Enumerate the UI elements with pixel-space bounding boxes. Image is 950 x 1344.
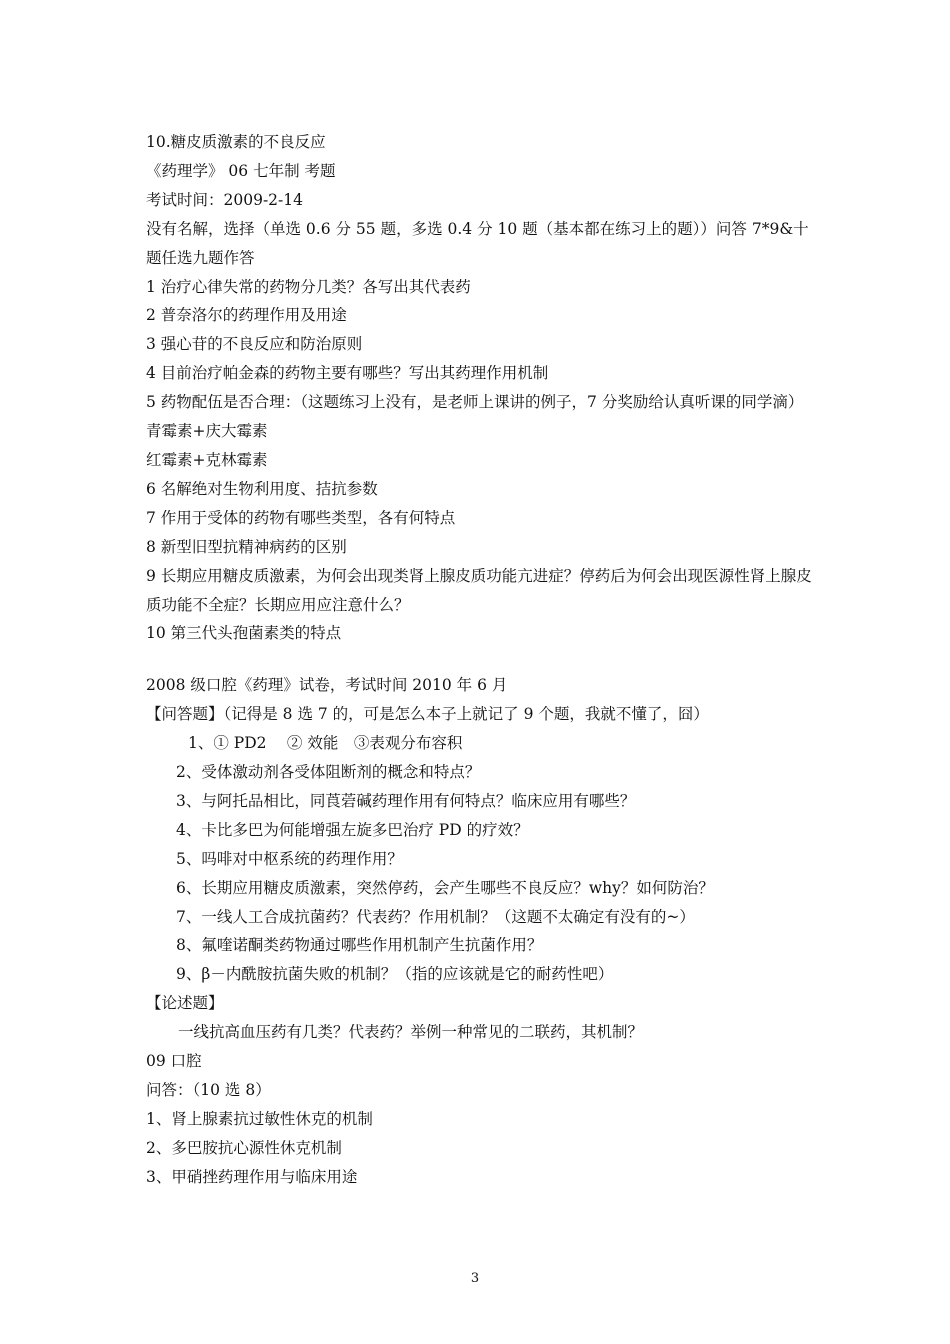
question-item: 3、与阿托品相比，同莨菪碱药理作用有何特点？临床应用有哪些？ (176, 791, 636, 810)
exam-time: 考试时间：2009-2-14 (146, 190, 304, 209)
essay-question: 一线抗高血压药有几类？代表药？举例一种常见的二联药，其机制？ (178, 1023, 644, 1042)
question-item: 5、吗啡对中枢系统的药理作用？ (176, 849, 403, 868)
question-item: 1、肾上腺素抗过敏性休克的机制 (146, 1109, 373, 1128)
section-title: 2008 级口腔《药理》试卷，考试时间 2010 年 6 月 (146, 676, 508, 695)
format-note: 没有名解，选择（单选 0.6 分 55 题，多选 0.4 分 10 题（基本都在练习上的题））问答 7*9&十题任选九题作答 (146, 219, 809, 267)
question-item: 2、受体激动剂各受体阻断剂的概念和特点？ (176, 763, 481, 782)
page-content (146, 128, 818, 1192)
question-item: 6 名解绝对生物利用度、拮抗参数 (146, 479, 378, 498)
question-item: 9 长期应用糖皮质激素，为何会出现类肾上腺皮质功能亢进症？停药后为何会出现医源性肾上腺皮质功能不全症？长期应用应注意什么？ (146, 566, 812, 614)
qa-header: 问答：（10 选 8） (146, 1081, 271, 1099)
section-title: 09 口腔 (146, 1052, 202, 1071)
question-item: 7 作用于受体的药物有哪些类型，各有何特点 (146, 508, 456, 527)
question-item: 4、卡比多巴为何能增强左旋多巴治疗 PD 的疗效？ (176, 820, 529, 839)
essay-header: 【论述题】 (146, 994, 224, 1013)
question-item: 2、多巴胺抗心源性休克机制 (146, 1138, 342, 1157)
question-item: 3 强心苷的不良反应和防治原则 (146, 335, 363, 354)
sub-item: 红霉素+克林霉素 (146, 450, 268, 469)
sub-item: 青霉素+庆大霉素 (146, 422, 268, 441)
question-item: 5 药物配伍是否合理：（这题练习上没有，是老师上课讲的例子，7 分奖励给认真听课的同学滴） (146, 393, 804, 412)
question-item: 1、① PD2 ② 效能 ③表观分布容积 (188, 734, 463, 753)
question-item: 9、β－内酰胺抗菌失败的机制？（指的应该就是它的耐药性吧） (176, 965, 614, 984)
question-item: 8 新型旧型抗精神病药的区别 (146, 537, 347, 556)
question-item: 8、氟喹诺酮类药物通过哪些作用机制产生抗菌作用？ (176, 936, 543, 955)
question-item: 10 第三代头孢菌素类的特点 (146, 624, 342, 643)
question-item: 1 治疗心律失常的药物分几类？各写出其代表药 (146, 277, 471, 296)
question-item: 6、长期应用糖皮质激素，突然停药，会产生哪些不良反应？why？如何防治？ (176, 878, 714, 897)
qa-header: 【问答题】（记得是 8 选 7 的，可是怎么本子上就记了 9 个题，我就不懂了，囧） (146, 705, 709, 724)
page-number: 3 (470, 1271, 480, 1286)
question-item: 7、一线人工合成抗菌药？代表药？作用机制？（这题不太确定有没有的~） (176, 907, 695, 926)
question-item: 2 普奈洛尔的药理作用及用途 (146, 306, 347, 325)
section-title: 《药理学》 06 七年制 考题 (146, 161, 336, 180)
list-item: 10.糖皮质激素的不良反应 (146, 133, 326, 151)
section-gap (146, 648, 818, 671)
question-item: 4 目前治疗帕金森的药物主要有哪些？写出其药理作用机制 (146, 364, 549, 383)
question-item: 3、甲硝挫药理作用与临床用途 (146, 1167, 358, 1186)
